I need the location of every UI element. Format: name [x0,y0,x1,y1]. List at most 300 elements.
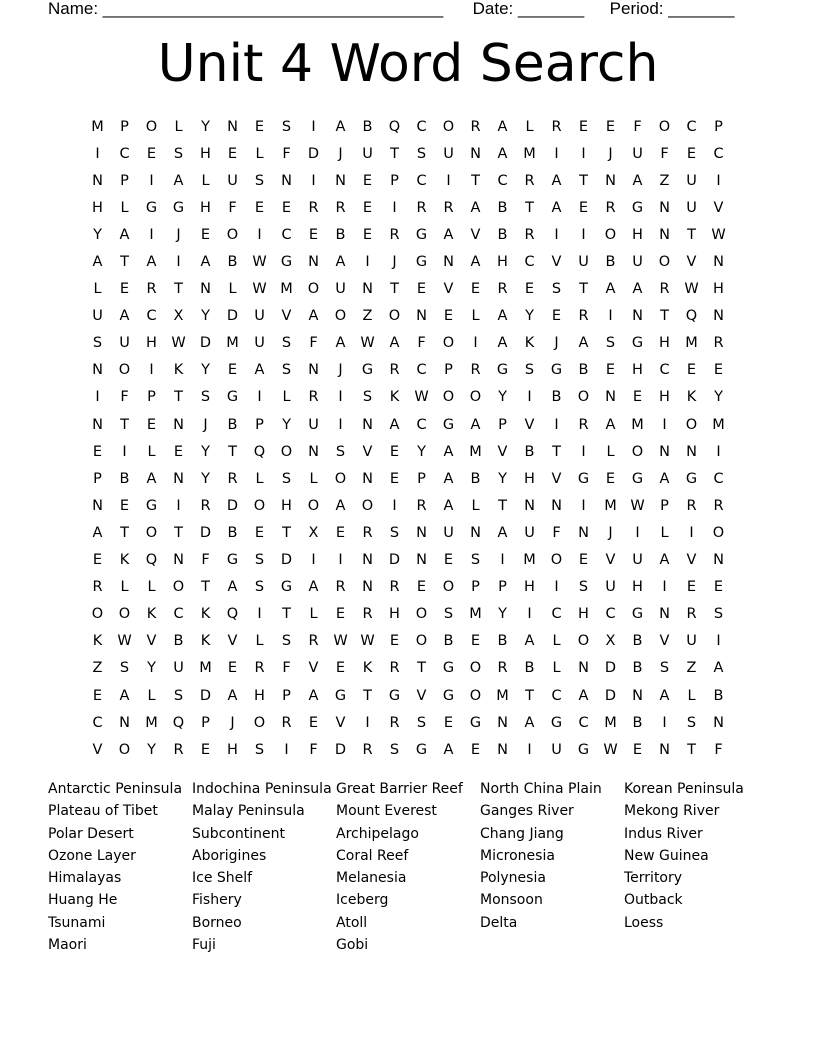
grid-letter[interactable]: E [362,172,373,189]
grid-letter[interactable]: P [120,118,129,135]
grid-letter[interactable]: R [605,199,616,216]
grid-letter[interactable]: B [362,118,373,135]
grid-letter[interactable]: S [470,552,481,569]
grid-letter[interactable]: N [497,741,508,758]
grid-letter[interactable]: U [605,579,616,596]
grid-letter[interactable]: B [227,416,238,433]
grid-letter[interactable]: I [392,497,397,514]
grid-letter[interactable]: L [471,497,480,514]
grid-letter[interactable]: C [416,362,427,379]
grid-letter[interactable]: U [92,308,103,325]
grid-letter[interactable]: R [551,118,562,135]
grid-letter[interactable]: V [605,552,616,569]
grid-letter[interactable]: A [443,741,454,758]
grid-letter[interactable]: O [658,254,671,271]
grid-letter[interactable]: V [443,281,454,298]
grid-letter[interactable]: O [685,416,698,433]
grid-letter[interactable]: I [176,497,181,514]
grid-letter[interactable]: N [470,145,481,162]
grid-letter[interactable]: E [254,118,265,135]
grid-letter[interactable]: E [578,552,589,569]
grid-letter[interactable]: N [578,524,589,541]
grid-letter[interactable]: E [443,552,454,569]
grid-letter[interactable]: C [713,145,724,162]
grid-letter[interactable]: I [689,524,694,541]
grid-letter[interactable]: R [497,281,508,298]
grid-letter[interactable]: I [122,443,127,460]
grid-letter[interactable]: G [550,714,563,731]
grid-letter[interactable]: P [93,470,102,487]
grid-letter[interactable]: L [147,579,156,596]
grid-letter[interactable]: W [333,633,348,650]
grid-letter[interactable]: H [659,335,670,352]
grid-letter[interactable]: L [255,145,264,162]
grid-letter[interactable]: N [524,497,535,514]
grid-letter[interactable]: L [309,606,318,623]
grid-letter[interactable]: D [280,552,293,569]
grid-letter[interactable]: N [416,552,427,569]
grid-letter[interactable]: A [551,172,562,189]
grid-letter[interactable]: V [308,660,319,677]
grid-letter[interactable]: N [713,254,724,271]
grid-letter[interactable]: C [713,470,724,487]
grid-letter[interactable]: Y [201,118,210,135]
grid-letter[interactable]: F [714,741,723,758]
grid-letter[interactable]: Y [498,470,507,487]
grid-letter[interactable]: V [497,443,508,460]
grid-letter[interactable]: V [362,443,373,460]
grid-letter[interactable]: T [579,172,588,189]
grid-letter[interactable]: I [338,552,343,569]
grid-letter[interactable]: V [659,633,670,650]
grid-letter[interactable]: G [415,226,428,243]
grid-letter[interactable]: P [201,714,210,731]
grid-letter[interactable]: A [497,118,508,135]
grid-letter[interactable]: D [334,741,347,758]
grid-letter[interactable]: A [443,443,454,460]
grid-letter[interactable]: M [469,606,482,623]
grid-letter[interactable]: B [443,633,454,650]
grid-letter[interactable]: B [632,633,643,650]
grid-letter[interactable]: L [309,470,318,487]
grid-letter[interactable]: F [417,335,426,352]
grid-letter[interactable]: N [281,172,292,189]
grid-letter[interactable]: R [713,497,724,514]
grid-letter[interactable]: R [416,199,427,216]
grid-letter[interactable]: S [254,172,265,189]
grid-letter[interactable]: O [442,389,455,406]
grid-letter[interactable]: K [686,389,697,406]
grid-letter[interactable]: G [496,362,509,379]
grid-letter[interactable]: O [469,687,482,704]
grid-letter[interactable]: E [335,660,346,677]
grid-letter[interactable]: I [581,443,586,460]
grid-letter[interactable]: I [338,416,343,433]
grid-letter[interactable]: Z [686,660,697,677]
grid-letter[interactable]: W [603,741,618,758]
grid-letter[interactable]: A [173,172,184,189]
grid-letter[interactable]: T [390,281,399,298]
grid-letter[interactable]: C [416,172,427,189]
grid-letter[interactable]: M [523,145,536,162]
grid-letter[interactable]: A [335,118,346,135]
grid-letter[interactable]: U [119,335,130,352]
grid-letter[interactable]: C [416,118,427,135]
grid-letter[interactable]: I [95,389,100,406]
grid-letter[interactable]: U [308,416,319,433]
grid-letter[interactable]: O [145,524,158,541]
grid-letter[interactable]: J [608,524,613,541]
grid-letter[interactable]: T [120,416,129,433]
grid-letter[interactable]: S [281,118,292,135]
grid-letter[interactable]: A [389,416,400,433]
grid-letter[interactable]: H [254,687,265,704]
grid-letter[interactable]: Q [145,552,158,569]
grid-letter[interactable]: I [554,226,559,243]
grid-letter[interactable]: S [254,552,265,569]
grid-letter[interactable]: T [363,687,372,704]
grid-letter[interactable]: S [119,660,130,677]
grid-letter[interactable]: M [604,497,617,514]
grid-letter[interactable]: C [119,145,130,162]
grid-letter[interactable]: G [550,362,563,379]
grid-letter[interactable]: V [416,687,427,704]
grid-letter[interactable]: L [120,199,129,216]
grid-letter[interactable]: I [149,226,154,243]
grid-letter[interactable]: T [282,606,291,623]
grid-letter[interactable]: H [92,199,103,216]
grid-letter[interactable]: I [527,389,532,406]
grid-letter[interactable]: V [227,633,238,650]
grid-letter[interactable]: E [632,389,643,406]
grid-letter[interactable]: S [173,145,184,162]
grid-letter[interactable]: B [578,362,589,379]
grid-letter[interactable]: W [711,226,726,243]
grid-letter[interactable]: O [118,362,131,379]
grid-letter[interactable]: A [578,687,589,704]
grid-letter[interactable]: O [577,389,590,406]
grid-letter[interactable]: N [605,389,616,406]
grid-letter[interactable]: E [470,633,481,650]
grid-letter[interactable]: E [578,118,589,135]
grid-letter[interactable]: U [632,145,643,162]
grid-letter[interactable]: E [416,579,427,596]
grid-letter[interactable]: A [632,172,643,189]
grid-letter[interactable]: V [92,741,103,758]
grid-letter[interactable]: G [172,199,185,216]
grid-letter[interactable]: G [361,362,374,379]
grid-letter[interactable]: I [473,335,478,352]
grid-letter[interactable]: M [469,443,482,460]
grid-letter[interactable]: V [686,552,697,569]
grid-letter[interactable]: O [415,633,428,650]
grid-letter[interactable]: I [716,172,721,189]
grid-letter[interactable]: O [145,118,158,135]
grid-letter[interactable]: N [362,552,373,569]
grid-letter[interactable]: O [307,497,320,514]
grid-letter[interactable]: N [659,443,670,460]
grid-letter[interactable]: N [659,226,670,243]
grid-letter[interactable]: L [552,660,561,677]
grid-letter[interactable]: T [417,660,426,677]
grid-letter[interactable]: Z [362,308,373,325]
grid-letter[interactable]: M [496,687,509,704]
grid-letter[interactable]: T [660,308,669,325]
grid-letter[interactable]: R [254,660,265,677]
grid-letter[interactable]: O [442,118,455,135]
grid-letter[interactable]: J [392,254,397,271]
grid-letter[interactable]: B [551,389,562,406]
grid-letter[interactable]: A [308,687,319,704]
grid-letter[interactable]: E [308,226,319,243]
grid-letter[interactable]: A [470,416,481,433]
grid-letter[interactable]: R [389,579,400,596]
grid-letter[interactable]: R [308,633,319,650]
grid-letter[interactable]: T [174,524,183,541]
grid-letter[interactable]: H [632,362,643,379]
grid-letter[interactable]: I [662,416,667,433]
grid-letter[interactable]: I [149,172,154,189]
grid-letter[interactable]: A [659,470,670,487]
grid-letter[interactable]: E [605,362,616,379]
grid-letter[interactable]: J [203,416,208,433]
grid-letter[interactable]: A [119,308,130,325]
grid-letter[interactable]: N [308,254,319,271]
grid-letter[interactable]: G [631,470,644,487]
grid-letter[interactable]: G [415,254,428,271]
grid-letter[interactable]: E [389,633,400,650]
grid-letter[interactable]: Y [201,308,210,325]
grid-letter[interactable]: C [551,687,562,704]
grid-letter[interactable]: I [662,714,667,731]
grid-letter[interactable]: I [284,741,289,758]
grid-letter[interactable]: E [254,199,265,216]
grid-letter[interactable]: V [686,254,697,271]
grid-letter[interactable]: E [686,362,697,379]
grid-letter[interactable]: Z [92,660,103,677]
grid-letter[interactable]: P [498,579,507,596]
grid-letter[interactable]: I [95,145,100,162]
grid-letter[interactable]: L [255,633,264,650]
grid-letter[interactable]: R [659,281,670,298]
grid-letter[interactable]: Y [201,470,210,487]
grid-letter[interactable]: M [226,335,239,352]
grid-letter[interactable]: R [443,199,454,216]
grid-letter[interactable]: R [389,714,400,731]
grid-letter[interactable]: U [524,524,535,541]
grid-letter[interactable]: M [199,660,212,677]
grid-letter[interactable]: D [199,335,212,352]
grid-letter[interactable]: I [365,254,370,271]
grid-letter[interactable]: M [604,714,617,731]
grid-letter[interactable]: O [91,606,104,623]
grid-letter[interactable]: G [442,660,455,677]
grid-letter[interactable]: U [254,308,265,325]
grid-letter[interactable]: N [92,172,103,189]
grid-letter[interactable]: R [362,741,373,758]
grid-letter[interactable]: R [578,308,589,325]
grid-letter[interactable]: I [581,226,586,243]
grid-letter[interactable]: U [443,524,454,541]
grid-letter[interactable]: A [443,470,454,487]
grid-letter[interactable]: Y [201,362,210,379]
grid-letter[interactable]: A [524,633,535,650]
grid-letter[interactable]: W [252,281,267,298]
grid-letter[interactable]: G [226,552,239,569]
grid-letter[interactable]: R [389,226,400,243]
grid-letter[interactable]: W [360,633,375,650]
grid-letter[interactable]: A [119,226,130,243]
grid-letter[interactable]: W [252,254,267,271]
grid-letter[interactable]: K [173,362,184,379]
grid-letter[interactable]: E [389,443,400,460]
grid-letter[interactable]: V [551,470,562,487]
grid-letter[interactable]: K [200,633,211,650]
grid-letter[interactable]: E [119,497,130,514]
grid-letter[interactable]: D [388,552,401,569]
grid-letter[interactable]: E [470,741,481,758]
grid-letter[interactable]: E [92,687,103,704]
grid-letter[interactable]: W [630,497,645,514]
grid-letter[interactable]: E [227,660,238,677]
grid-letter[interactable]: S [200,389,211,406]
grid-letter[interactable]: V [524,416,535,433]
grid-letter[interactable]: X [308,524,319,541]
grid-letter[interactable]: N [362,579,373,596]
grid-letter[interactable]: T [687,226,696,243]
grid-letter[interactable]: A [470,199,481,216]
grid-letter[interactable]: E [713,362,724,379]
grid-letter[interactable]: R [92,579,103,596]
grid-letter[interactable]: Y [525,308,534,325]
grid-letter[interactable]: H [389,606,400,623]
grid-letter[interactable]: G [334,687,347,704]
grid-letter[interactable]: S [605,335,616,352]
grid-letter[interactable]: R [362,606,373,623]
grid-letter[interactable]: U [551,741,562,758]
grid-letter[interactable]: U [254,335,265,352]
grid-letter[interactable]: B [335,226,346,243]
grid-letter[interactable]: H [524,579,535,596]
grid-letter[interactable]: I [257,606,262,623]
grid-letter[interactable]: W [360,335,375,352]
grid-letter[interactable]: E [335,524,346,541]
grid-letter[interactable]: A [497,145,508,162]
grid-letter[interactable]: Z [659,172,670,189]
grid-letter[interactable]: T [471,172,480,189]
grid-letter[interactable]: A [254,362,265,379]
grid-letter[interactable]: D [199,687,212,704]
grid-letter[interactable]: L [255,470,264,487]
grid-letter[interactable]: T [228,443,237,460]
grid-letter[interactable]: I [392,199,397,216]
grid-letter[interactable]: R [335,199,346,216]
grid-letter[interactable]: A [308,308,319,325]
grid-letter[interactable]: A [659,552,670,569]
grid-letter[interactable]: N [92,416,103,433]
grid-letter[interactable]: O [388,308,401,325]
grid-letter[interactable]: C [497,172,508,189]
grid-letter[interactable]: E [605,118,616,135]
grid-letter[interactable]: R [470,362,481,379]
grid-letter[interactable]: W [171,335,186,352]
grid-letter[interactable]: L [282,389,291,406]
grid-letter[interactable]: T [390,145,399,162]
grid-letter[interactable]: N [713,714,724,731]
grid-letter[interactable]: A [713,660,724,677]
grid-letter[interactable]: V [713,199,724,216]
grid-letter[interactable]: S [686,714,697,731]
grid-letter[interactable]: H [524,470,535,487]
grid-letter[interactable]: S [416,714,427,731]
grid-letter[interactable]: E [713,579,724,596]
grid-letter[interactable]: G [145,497,158,514]
grid-letter[interactable]: H [497,254,508,271]
grid-letter[interactable]: N [173,470,184,487]
grid-letter[interactable]: M [631,416,644,433]
grid-letter[interactable]: R [200,497,211,514]
grid-letter[interactable]: G [577,741,590,758]
grid-letter[interactable]: E [578,199,589,216]
grid-letter[interactable]: R [335,579,346,596]
grid-letter[interactable]: Y [498,606,507,623]
grid-letter[interactable]: E [605,470,616,487]
grid-letter[interactable]: Y [147,741,156,758]
grid-letter[interactable]: B [497,199,508,216]
grid-letter[interactable]: F [309,741,318,758]
grid-letter[interactable]: N [659,199,670,216]
grid-letter[interactable]: I [446,172,451,189]
grid-letter[interactable]: H [632,226,643,243]
grid-letter[interactable]: B [173,633,184,650]
grid-letter[interactable]: N [713,308,724,325]
grid-letter[interactable]: L [687,687,696,704]
grid-letter[interactable]: A [92,254,103,271]
grid-letter[interactable]: E [362,199,373,216]
grid-letter[interactable]: C [659,362,670,379]
grid-letter[interactable]: F [120,389,129,406]
grid-letter[interactable]: E [551,308,562,325]
grid-letter[interactable]: H [659,389,670,406]
grid-letter[interactable]: O [361,497,374,514]
grid-letter[interactable]: O [631,443,644,460]
grid-letter[interactable]: W [684,281,699,298]
grid-letter[interactable]: I [554,416,559,433]
grid-letter[interactable]: H [146,335,157,352]
grid-letter[interactable]: S [281,470,292,487]
grid-letter[interactable]: K [200,606,211,623]
grid-letter[interactable]: C [686,118,697,135]
grid-letter[interactable]: N [335,172,346,189]
grid-letter[interactable]: O [712,524,725,541]
grid-letter[interactable]: I [311,118,316,135]
grid-letter[interactable]: R [362,524,373,541]
grid-letter[interactable]: A [227,687,238,704]
grid-letter[interactable]: R [524,172,535,189]
grid-letter[interactable]: E [308,714,319,731]
grid-letter[interactable]: P [255,416,264,433]
grid-letter[interactable]: C [146,308,157,325]
grid-letter[interactable]: C [281,226,292,243]
grid-letter[interactable]: B [470,470,481,487]
grid-letter[interactable]: S [254,579,265,596]
grid-letter[interactable]: P [147,389,156,406]
grid-letter[interactable]: T [120,524,129,541]
grid-letter[interactable]: P [120,172,129,189]
grid-letter[interactable]: N [713,552,724,569]
grid-letter[interactable]: I [662,579,667,596]
grid-letter[interactable]: L [174,118,183,135]
